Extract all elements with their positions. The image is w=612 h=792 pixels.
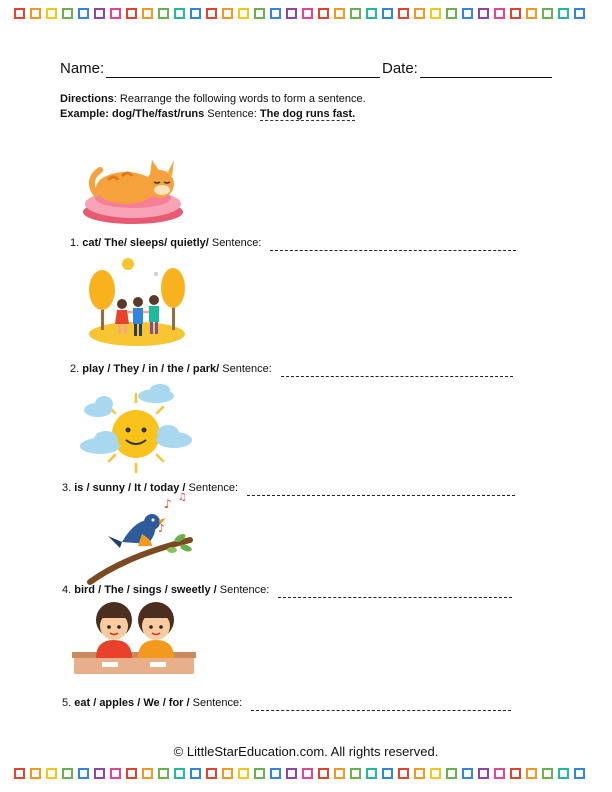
border-square	[542, 768, 553, 779]
border-square	[446, 8, 457, 19]
border-square	[558, 768, 569, 779]
name-field-line[interactable]	[106, 77, 380, 78]
border-square	[334, 768, 345, 779]
question-2	[70, 361, 513, 377]
directions-text: : Rearrange the following words to form a sentence.	[113, 93, 366, 105]
kids-in-park-icon	[84, 256, 190, 348]
directions-label: Directions	[60, 93, 114, 105]
border-square	[382, 8, 393, 19]
border-square	[158, 768, 169, 779]
example-sentence-label: Sentence:	[204, 108, 260, 120]
border-square	[254, 768, 265, 779]
border-square	[478, 768, 489, 779]
border-square	[430, 768, 441, 779]
border-square	[174, 8, 185, 19]
question-number: 1.	[70, 237, 80, 249]
kids-eating-icon	[72, 596, 196, 686]
border-square	[526, 8, 537, 19]
sentence-label: Sentence:	[185, 482, 239, 494]
name-date-header	[60, 60, 555, 82]
border-square	[14, 8, 25, 19]
border-square	[110, 8, 121, 19]
border-square	[14, 768, 25, 779]
singing-bird-icon	[86, 492, 200, 586]
directions-block	[60, 92, 560, 122]
border-square	[270, 8, 281, 19]
border-square	[494, 8, 505, 19]
border-square	[318, 8, 329, 19]
border-square	[558, 8, 569, 19]
border-square	[78, 768, 89, 779]
question-1	[70, 235, 516, 251]
border-square	[462, 8, 473, 19]
border-square	[94, 768, 105, 779]
bottom-decorative-border	[0, 768, 612, 788]
border-square	[174, 768, 185, 779]
border-square	[302, 768, 313, 779]
border-square	[222, 768, 233, 779]
border-square	[574, 768, 585, 779]
border-square	[30, 8, 41, 19]
question-5	[62, 695, 511, 711]
example-label: Example	[60, 108, 106, 120]
border-square	[158, 8, 169, 19]
border-square	[414, 768, 425, 779]
directions-line	[60, 92, 560, 107]
date-label: Date:	[382, 60, 418, 77]
question-number: 2.	[70, 363, 80, 375]
border-square	[222, 8, 233, 19]
name-label: Name:	[60, 60, 105, 77]
border-square	[446, 768, 457, 779]
border-square	[126, 8, 137, 19]
svg-text:♫: ♫	[178, 492, 187, 503]
border-square	[478, 8, 489, 19]
border-square	[286, 768, 297, 779]
border-square	[126, 768, 137, 779]
question-words: bird / The / sings / sweetly /	[74, 584, 217, 596]
border-square	[190, 768, 201, 779]
border-square	[142, 8, 153, 19]
top-decorative-border	[0, 8, 612, 28]
copyright-footer: © LittleStarEducation.com. All rights reserved.	[173, 744, 439, 759]
border-square	[206, 768, 217, 779]
border-square	[398, 8, 409, 19]
border-square	[382, 768, 393, 779]
border-square	[62, 768, 73, 779]
sentence-label: Sentence:	[208, 237, 262, 249]
sun-clouds-icon	[78, 384, 198, 476]
border-square	[206, 8, 217, 19]
svg-text:♪: ♪	[164, 497, 172, 511]
border-square	[46, 8, 57, 19]
question-words: is / sunny / It / today /	[74, 482, 186, 494]
border-square	[510, 8, 521, 19]
border-square	[318, 768, 329, 779]
border-square	[110, 768, 121, 779]
question-words: play / They / in / the / park/	[82, 363, 220, 375]
border-square	[302, 8, 313, 19]
border-square	[94, 8, 105, 19]
border-square	[334, 8, 345, 19]
sentence-label: Sentence:	[216, 584, 270, 596]
border-square	[350, 8, 361, 19]
border-square	[462, 768, 473, 779]
border-square	[142, 768, 153, 779]
border-square	[366, 8, 377, 19]
border-square	[254, 8, 265, 19]
question-number: 4.	[62, 584, 72, 596]
example-words: : dog/The/fast/runs	[105, 108, 205, 120]
question-number: 5.	[62, 697, 72, 709]
answer-line[interactable]	[251, 698, 511, 711]
border-square	[46, 768, 57, 779]
border-square	[62, 8, 73, 19]
sentence-label: Sentence:	[219, 363, 272, 375]
border-square	[238, 8, 249, 19]
border-square	[510, 768, 521, 779]
border-square	[78, 8, 89, 19]
question-number: 3.	[62, 482, 72, 494]
border-square	[574, 8, 585, 19]
question-words: cat/ The/ sleeps/ quietly/	[82, 237, 209, 249]
border-square	[190, 8, 201, 19]
answer-line[interactable]	[247, 483, 515, 496]
sentence-label: Sentence:	[189, 697, 243, 709]
border-square	[270, 768, 281, 779]
sleeping-cat-icon	[78, 150, 188, 228]
border-square	[366, 768, 377, 779]
answer-line[interactable]	[281, 364, 513, 377]
border-square	[350, 768, 361, 779]
answer-line[interactable]	[278, 585, 512, 598]
border-square	[526, 768, 537, 779]
border-square	[398, 768, 409, 779]
border-square	[414, 8, 425, 19]
svg-text:♪: ♪	[158, 522, 166, 535]
border-square	[286, 8, 297, 19]
example-line	[60, 107, 560, 122]
example-answer: The dog runs fast.	[259, 108, 356, 120]
border-square	[30, 768, 41, 779]
border-square	[542, 8, 553, 19]
answer-line[interactable]	[270, 238, 516, 251]
border-square	[238, 768, 249, 779]
question-words: eat / apples / We / for /	[74, 697, 190, 709]
border-square	[430, 8, 441, 19]
border-square	[494, 768, 505, 779]
date-field-line[interactable]	[420, 77, 552, 78]
